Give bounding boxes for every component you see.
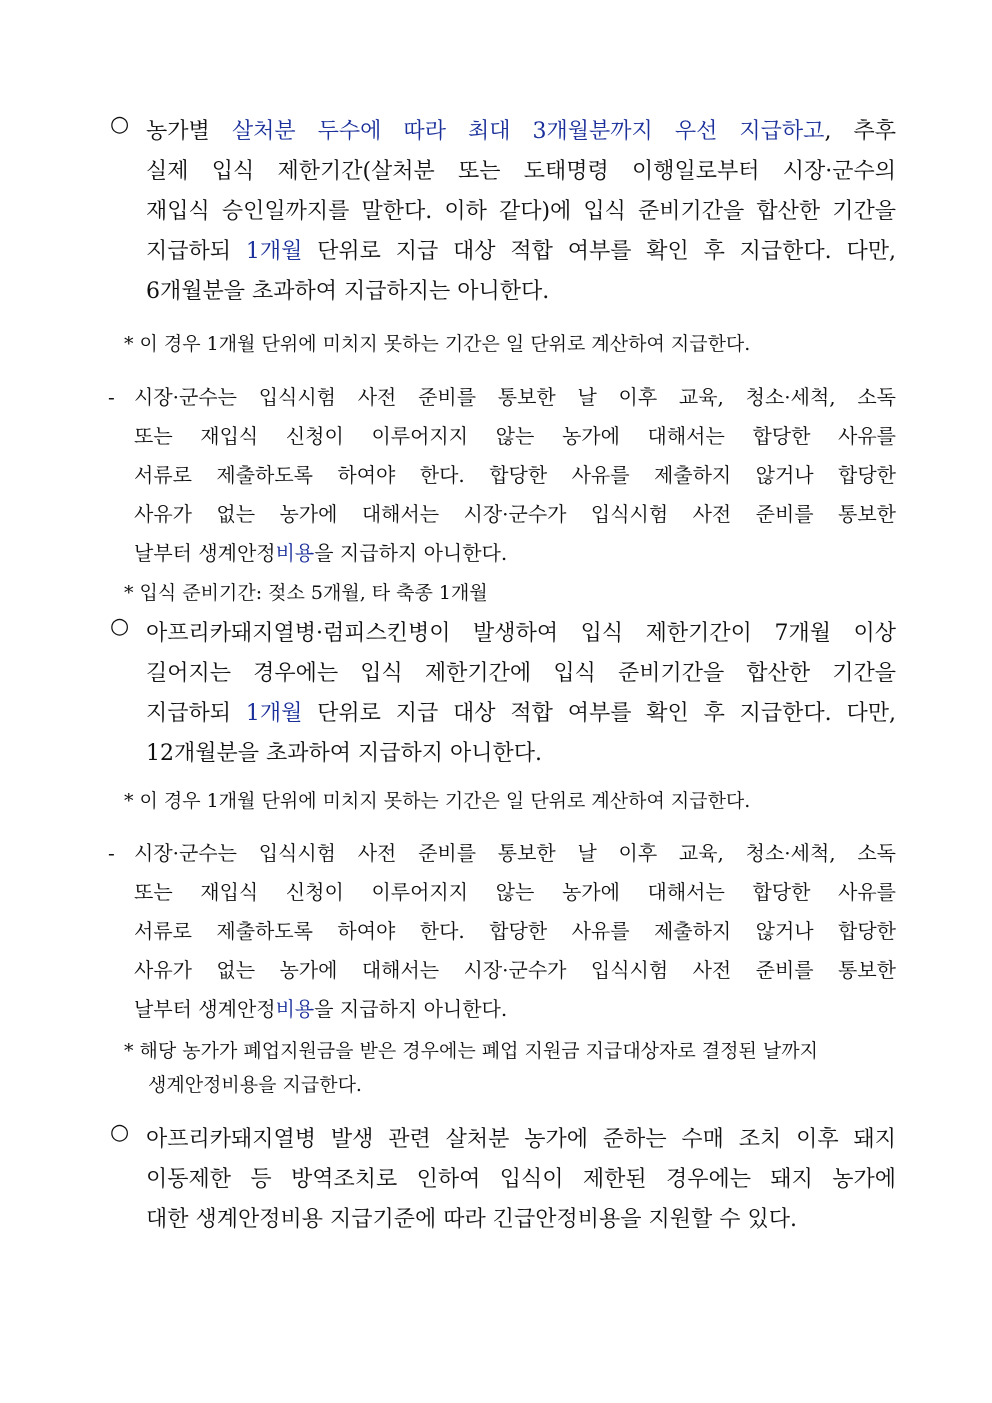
- text-line: 시장·군수는 입식시험 사전 준비를 통보한 날 이후 교육, 청소·세척, 소독: [134, 385, 896, 409]
- bullet-text: [134, 834, 896, 1029]
- dash-bullet-icon: -: [108, 841, 115, 865]
- text-line: 사유가 없는 농가에 대해서는 시장·군수가 입식시험 사전 준비를 통보한: [134, 958, 896, 982]
- text-line: 이동제한 등 방역조치로 인하여 입식이 제한된 경우에는 돼지 농가에: [146, 1167, 896, 1192]
- circle-bullet-icon: ○: [110, 614, 130, 639]
- text-line: 농가별 살처분 두수에 따라 최대 3개월분까지 우선 지급하고, 추후: [146, 119, 896, 144]
- dash-bullet-icon: -: [108, 385, 115, 409]
- text-line: 길어지는 경우에는 입식 제한기간에 입식 준비기간을 합산한 기간을: [146, 661, 896, 686]
- text-line: 지급하되 1개월 단위로 지급 대상 적합 여부를 확인 후 지급한다. 다만,: [146, 701, 896, 726]
- text-line: 서류로 제출하도록 하여야 한다. 합당한 사유를 제출하지 않거나 합당한: [134, 919, 896, 943]
- text-line: 사유가 없는 농가에 대해서는 시장·군수가 입식시험 사전 준비를 통보한: [134, 502, 896, 526]
- circle-bullet-icon: ○: [110, 112, 130, 137]
- document-page: ○ 농가별 살처분 두수에 따라 최대 3개월분까지 우선 지급하고, 추후 실제 입식 제한기간(살처분 또는 도태명령 이행일로부터 시장·군수의 재입식 승인일까지를 말한다. 이하 같다)에 입식 준비기간을 합산한 기간을 지급하되 1개월 단위로 지급 대상 적합 여부를 확인 후 지급한다. 다만, 6개월분을 초과하여 지급하지는 아니한다. * 이 경우 1개월 단위에 미치지 못하는 기간은 일 단위로 계산하여 지급한다. - 시장·군수는 입식시험 사전 준비를 통보한 날 이후 교육, 청소·세척, 소독 또는 재입식 신청이 이루어지지 않는 농가에 대해서는 합당한 사유를 서류로 제출하도록 하여야 한다. 합당한 사유를 제출하지 않거나 합당한 사유가 없는 농가에 대해서는 시장·군수가 입식시험 사전 준비를 통보한 날부터 생계안정비용을 지급하지 아니한다. * 입식 준비기간: 젖소 5개월, 타 축종 1개월 ○ 아프리카돼지열병·럼피스킨병이 발생하여 입식 제한기간이 7개월 이상 길어지는 경우에는 입식 제한기간에 입식 준비기간을 합산한 기간을 지급하되 1개월 단위로 지급 대상 적합 여부를 확인 후 지급한다. 다만, 12개월분을 초과하여 지급하지 아니한다. * 이 경우 1개월 단위에 미치지 못하는 기간은 일 단위로 계산하여 지급한다. - 시장·군수는 입식시험 사전 준비를 통보한 날 이후 교육, 청소·세척, 소독 또는 재입식 신청이 이루어지지 않는 농가에 대해서는 합당한 사유를 서류로 제출하도록 하여야 한다. 합당한 사유를 제출하지 않거나 합당한 사유가 없는 농가에 대해서는 시장·군수가 입식시험 사전 준비를 통보한 날부터 생계안정비용을 지급하지 아니한다. * 해당 농가가 폐업지원금을 받은 경우에는 폐업 지원금 지급대상자로 결정된 날까지 생계안정비용을 지급한다. ○ 아프리카돼지열병 발생 관련 살처분 농가에 준하는 수매 조치 이후 돼지 이동제한 등 방역조치로 인하여 입식이 제한된 경우에는 돼지 농가에 대한 생계안정비용 지급기준에 따라 긴급안정비용을 지원할 수 있다.: [0, 0, 992, 1403]
- text-line: 지급하되 1개월 단위로 지급 대상 적합 여부를 확인 후 지급한다. 다만,: [146, 239, 896, 264]
- text-line: 날부터 생계안정비용을 지급하지 아니한다.: [134, 997, 508, 1021]
- text-line: 재입식 승인일까지를 말한다. 이하 같다)에 입식 준비기간을 합산한 기간을: [146, 199, 896, 224]
- text-line: 시장·군수는 입식시험 사전 준비를 통보한 날 이후 교육, 청소·세척, 소독: [134, 841, 896, 865]
- text-line: 대한 생계안정비용 지급기준에 따라 긴급안정비용을 지원할 수 있다.: [146, 1207, 798, 1232]
- text-line: 서류로 제출하도록 하여야 한다. 합당한 사유를 제출하지 않거나 합당한: [134, 463, 896, 487]
- text-line: 또는 재입식 신청이 이루어지지 않는 농가에 대해서는 합당한 사유를: [134, 880, 896, 904]
- bullet-text: [146, 112, 896, 312]
- text-line: 또는 재입식 신청이 이루어지지 않는 농가에 대해서는 합당한 사유를: [134, 424, 896, 448]
- footnote: * 입식 준비기간: 젖소 5개월, 타 축종 1개월: [124, 582, 488, 604]
- text-line: 아프리카돼지열병·럼피스킨병이 발생하여 입식 제한기간이 7개월 이상: [146, 621, 896, 646]
- circle-bullet-icon: ○: [110, 1120, 130, 1145]
- text-line: 날부터 생계안정비용을 지급하지 아니한다.: [134, 541, 508, 565]
- text-line: 실제 입식 제한기간(살처분 또는 도태명령 이행일로부터 시장·군수의: [146, 159, 896, 184]
- text-line: 아프리카돼지열병 발생 관련 살처분 농가에 준하는 수매 조치 이후 돼지: [146, 1127, 896, 1152]
- footnote: * 이 경우 1개월 단위에 미치지 못하는 기간은 일 단위로 계산하여 지급한다.: [124, 333, 751, 355]
- bullet-text: [134, 378, 896, 573]
- text-line: 12개월분을 초과하여 지급하지 아니한다.: [146, 741, 542, 766]
- bullet-text: [146, 1120, 896, 1240]
- footnote: * 이 경우 1개월 단위에 미치지 못하는 기간은 일 단위로 계산하여 지급한다.: [124, 790, 751, 812]
- bullet-text: [146, 614, 896, 774]
- text-line: 6개월분을 초과하여 지급하지는 아니한다.: [146, 279, 550, 304]
